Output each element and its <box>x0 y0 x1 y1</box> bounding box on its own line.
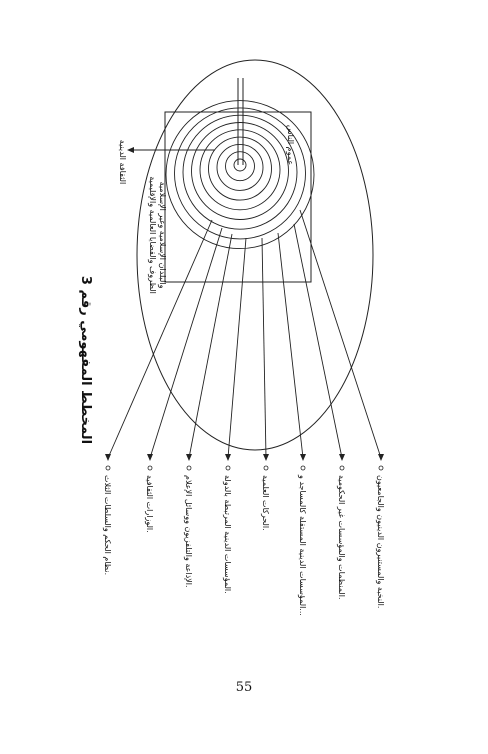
item-bullet <box>226 466 230 470</box>
item-bullet <box>106 466 110 470</box>
item-label: نظام الحكم والسلطات الثلاث. <box>103 475 112 576</box>
item-label: الوزارات الثقافية. <box>145 475 154 533</box>
item-bullet <box>379 466 383 470</box>
item-bullet <box>301 466 305 470</box>
arrow-label: الثقافة الدينية <box>118 139 127 185</box>
item-label: النخبة والمستنيرون الدينيون والجامعيون. <box>376 475 385 609</box>
culture-arrowhead <box>127 147 134 153</box>
connector-line <box>262 238 266 458</box>
item-bullet <box>264 466 268 470</box>
connector-arrowhead <box>186 454 192 461</box>
item-bullet <box>187 466 191 470</box>
connector-line <box>294 224 342 458</box>
connector-arrowhead <box>378 454 384 461</box>
connector-line <box>228 238 246 458</box>
page-number: 55 <box>235 680 253 695</box>
concentric-circles <box>166 101 314 249</box>
connector-arrowhead <box>147 454 153 461</box>
connector-arrowhead <box>105 454 111 461</box>
item-label: المنظمات والمؤسسات غير الحكومية. <box>337 475 346 600</box>
item-label: الحركات العلمية. <box>261 475 270 531</box>
center-label: عموم الناس <box>286 124 295 166</box>
item-bullet <box>340 466 344 470</box>
concentric-circle <box>200 130 280 210</box>
box-label-line2: والبلدان الإسلامية وغير الإسلامية <box>158 181 167 289</box>
connector-line <box>189 234 232 458</box>
item-label: المؤسسات الدينية المرتبطة بالدولة. <box>223 475 232 594</box>
connector-arrowhead <box>300 454 306 461</box>
item-label: الإذاعة والتلفزيون ووسائل الإعلام. <box>184 475 193 588</box>
connector-arrowhead <box>263 454 269 461</box>
connector-line <box>278 233 303 458</box>
diagram-title: المخطط المفهومي رقم 3 <box>78 275 93 445</box>
concentric-circle <box>226 152 255 181</box>
connector-arrowhead <box>225 454 231 461</box>
box-label-line1: الظروف والقضايا العالمية والإقليمية <box>148 176 157 294</box>
item-label: المؤسسات الدينية المستقلة كالمساجد و... <box>298 475 307 616</box>
item-connector-lines <box>105 210 384 461</box>
outer-ellipse <box>137 60 373 450</box>
connector-line <box>300 210 381 458</box>
concentric-circle <box>234 159 246 171</box>
connector-arrowhead <box>339 454 345 461</box>
item-bullet <box>148 466 152 470</box>
